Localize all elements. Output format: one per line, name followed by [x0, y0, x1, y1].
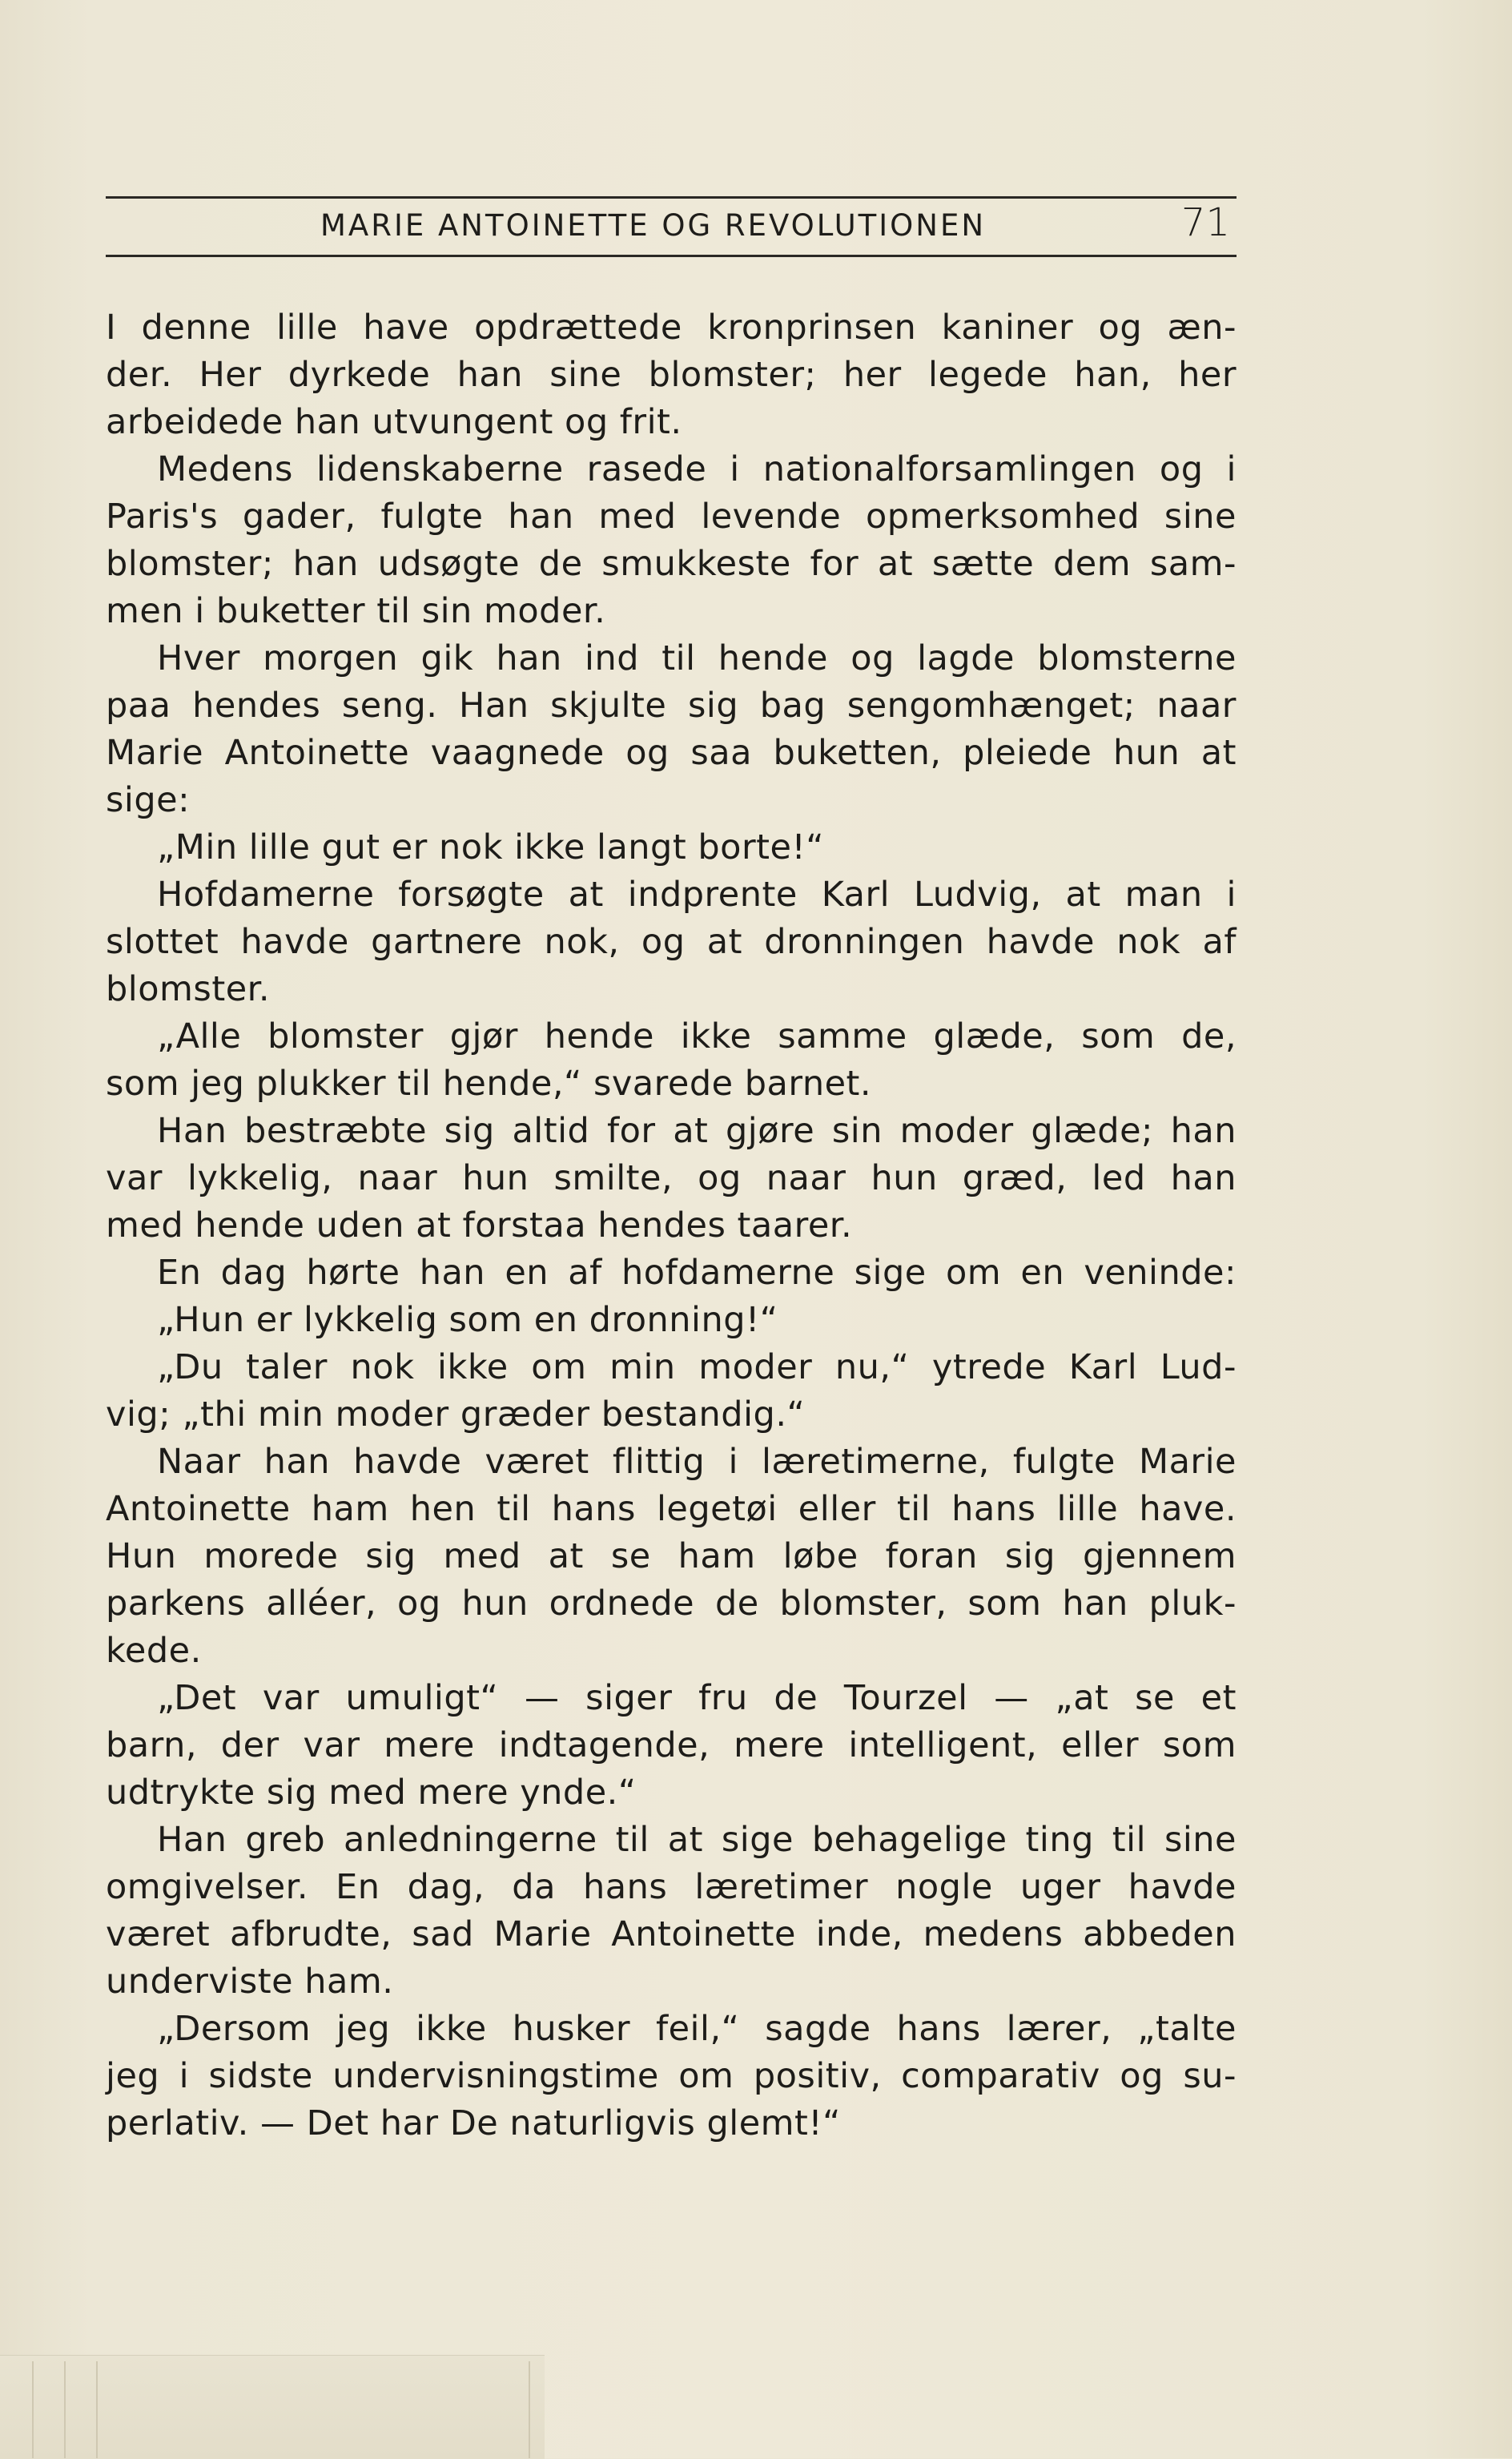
- text-line: paa hendes seng. Han skjulte sig bag sengomhænget; naar: [106, 686, 1237, 726]
- text-line: var lykkelig, naar hun smilte, og naar hun græd, led han: [106, 1158, 1237, 1198]
- text-line: underviste ham.: [106, 1962, 394, 2002]
- text-line: perlativ. — Det har De naturligvis glemt!“: [106, 2103, 841, 2143]
- text-line: kede.: [106, 1631, 202, 1671]
- text-line: sige:: [106, 780, 191, 820]
- text-line: men i buketter til sin moder.: [106, 591, 606, 631]
- text-line: Antoinette ham hen til hans legetøi eller til hans lille have.: [106, 1489, 1237, 1529]
- text-line: „Min lille gut er nok ikke langt borte!“: [157, 827, 824, 867]
- running-head: [106, 200, 1237, 253]
- binding-stripe: [96, 2361, 98, 2458]
- text-line: En dag hørte han en af hofdamerne sige om en veninde:: [157, 1253, 1237, 1293]
- text-line: med hende uden at forstaa hendes taarer.: [106, 1205, 853, 1246]
- text-line: „Dersom jeg ikke husker feil,“ sagde hans lærer, „talte: [157, 2009, 1237, 2049]
- text-line: Medens lidenskaberne rasede i nationalforsamlingen og i: [157, 449, 1237, 489]
- text-line: Hun morede sig med at se ham løbe foran sig gjennem: [106, 1536, 1237, 1576]
- text-line: vig; „thi min moder græder bestandig.“: [106, 1395, 806, 1435]
- text-line: Han greb anledningerne til at sige behagelige ting til sine: [157, 1820, 1237, 1860]
- text-line: som jeg plukker til hende,“ svarede barnet.: [106, 1064, 872, 1104]
- text-line: barn, der var mere indtagende, mere intelligent, eller som: [106, 1725, 1237, 1765]
- binding-stripe: [32, 2361, 34, 2458]
- text-line: Naar han havde været flittig i læretimerne, fulgte Marie: [157, 1442, 1237, 1482]
- header-rule-bottom: [106, 255, 1237, 257]
- text-line: Han bestræbte sig altid for at gjøre sin moder glæde; han: [157, 1111, 1237, 1151]
- running-title: MARIE ANTOINETTE OG REVOLUTIONEN: [320, 208, 987, 243]
- text-line: parkens alléer, og hun ordnede de blomster, som han pluk-: [106, 1584, 1237, 1624]
- binding-stripe: [529, 2361, 530, 2458]
- text-line: arbeidede han utvungent og frit.: [106, 402, 682, 442]
- text-line: Hofdamerne forsøgte at indprente Karl Ludvig, at man i: [157, 875, 1237, 915]
- text-line: omgivelser. En dag, da hans læretimer nogle uger havde: [106, 1867, 1237, 1907]
- text-line: Paris's gader, fulgte han med levende opmerksomhed sine: [106, 497, 1237, 537]
- text-line: været afbrudte, sad Marie Antoinette inde, medens abbeden: [106, 1914, 1237, 1954]
- text-line: jeg i sidste undervisningstime om positiv, comparativ og su-: [106, 2056, 1237, 2096]
- text-line: blomster.: [106, 969, 271, 1009]
- header-rule-top: [106, 196, 1237, 199]
- text-line: Marie Antoinette vaagnede og saa buketten, pleiede hun at: [106, 733, 1237, 773]
- text-line: udtrykte sig med mere ynde.“: [106, 1773, 637, 1813]
- body-text: [106, 304, 1237, 2147]
- binding-strip: [0, 2355, 545, 2459]
- page-number: 71: [1180, 200, 1230, 245]
- text-line: „Det var umuligt“ — siger fru de Tourzel — „at se et: [157, 1678, 1237, 1718]
- text-line: „Alle blomster gjør hende ikke samme glæde, som de,: [157, 1016, 1237, 1056]
- text-line: blomster; han udsøgte de smukkeste for at sætte dem sam-: [106, 544, 1237, 584]
- text-line: „Hun er lykkelig som en dronning!“: [157, 1300, 778, 1340]
- text-line: „Du taler nok ikke om min moder nu,“ ytrede Karl Lud-: [157, 1347, 1237, 1387]
- text-line: slottet havde gartnere nok, og at dronningen havde nok af: [106, 922, 1237, 962]
- text-line: Hver morgen gik han ind til hende og lagde blomsterne: [157, 638, 1237, 678]
- text-line: der. Her dyrkede han sine blomster; her legede han, her: [106, 355, 1237, 395]
- binding-stripe: [64, 2361, 66, 2458]
- text-line: I denne lille have opdrættede kronprinsen kaniner og æn-: [106, 308, 1237, 348]
